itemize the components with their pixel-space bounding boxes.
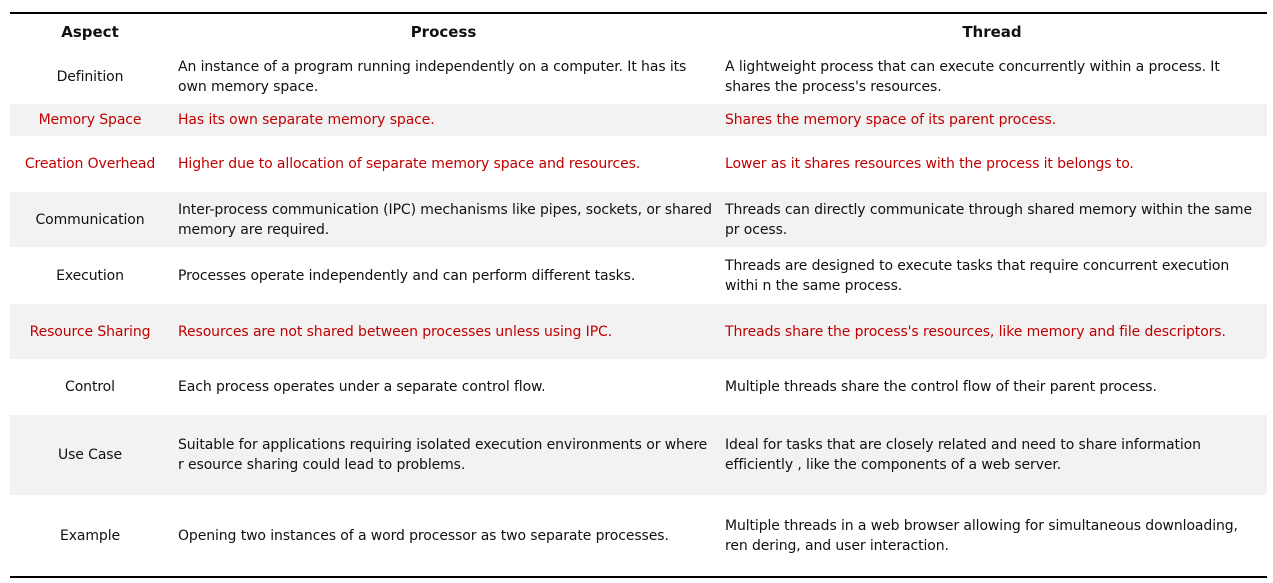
header-aspect: Aspect	[61, 22, 119, 41]
cell-aspect: Example	[59, 527, 121, 544]
cell-process: Resources are not shared between processes unless using IPC.	[170, 304, 717, 359]
table-header	[10, 14, 1267, 49]
cell-aspect: Definition	[56, 68, 124, 85]
cell-thread: Threads are designed to execute tasks that require concurrent execution withi n the same process.	[725, 257, 1230, 294]
cell-aspect: Memory Space	[10, 104, 170, 136]
table-row-example	[10, 495, 1267, 576]
table-row-use-case	[10, 415, 1267, 495]
table-body	[10, 49, 1267, 576]
table-row-creation-overhead	[10, 136, 1267, 192]
process-vs-thread-table	[10, 14, 1267, 576]
table-row-memory-space	[10, 104, 1267, 136]
cell-process: Suitable for applications requiring isolated execution environments or where r esource sharing could lead to problems.	[170, 415, 717, 495]
cell-process: An instance of a program running independently on a computer. It has its own memory space.	[178, 58, 687, 95]
cell-thread: A lightweight process that can execute concurrently within a process. It shares the process's resources.	[725, 58, 1220, 95]
cell-thread: Multiple threads share the control flow of their parent process.	[725, 379, 1157, 395]
cell-thread: Lower as it shares resources with the process it belongs to.	[725, 156, 1134, 172]
cell-thread: Multiple threads in a web browser allowing for simultaneous downloading, ren dering, and user interaction.	[725, 517, 1238, 554]
cell-process: Processes operate independently and can perform different tasks.	[178, 267, 636, 284]
header-row	[10, 14, 1267, 49]
cell-aspect: Communication	[10, 192, 170, 247]
cell-aspect: Execution	[56, 267, 124, 284]
cell-process: Opening two instances of a word processor as two separate processes.	[178, 527, 669, 544]
cell-aspect: Creation Overhead	[24, 156, 156, 172]
table-row-definition	[10, 49, 1267, 104]
comparison-table-container	[10, 12, 1267, 578]
table-row-resource-sharing	[10, 304, 1267, 359]
table-row-communication	[10, 192, 1267, 247]
cell-thread: Shares the memory space of its parent process.	[717, 104, 1267, 136]
cell-aspect: Use Case	[10, 415, 170, 495]
cell-process: Higher due to allocation of separate memory space and resources.	[178, 156, 641, 172]
cell-thread: Threads share the process's resources, like memory and file descriptors.	[717, 304, 1267, 359]
header-process: Process	[410, 22, 477, 41]
cell-aspect: Control	[65, 379, 115, 395]
cell-process: Has its own separate memory space.	[170, 104, 717, 136]
cell-thread: Ideal for tasks that are closely related and need to share information efficiently , like the components of a web server.	[717, 415, 1267, 495]
cell-aspect: Resource Sharing	[10, 304, 170, 359]
cell-process: Inter-process communication (IPC) mechanisms like pipes, sockets, or shared memory are required.	[170, 192, 717, 247]
cell-process: Each process operates under a separate control flow.	[178, 379, 546, 395]
cell-thread: Threads can directly communicate through shared memory within the same pr ocess.	[717, 192, 1267, 247]
table-row-control	[10, 359, 1267, 415]
header-thread: Thread	[962, 22, 1022, 41]
table-row-execution	[10, 247, 1267, 304]
